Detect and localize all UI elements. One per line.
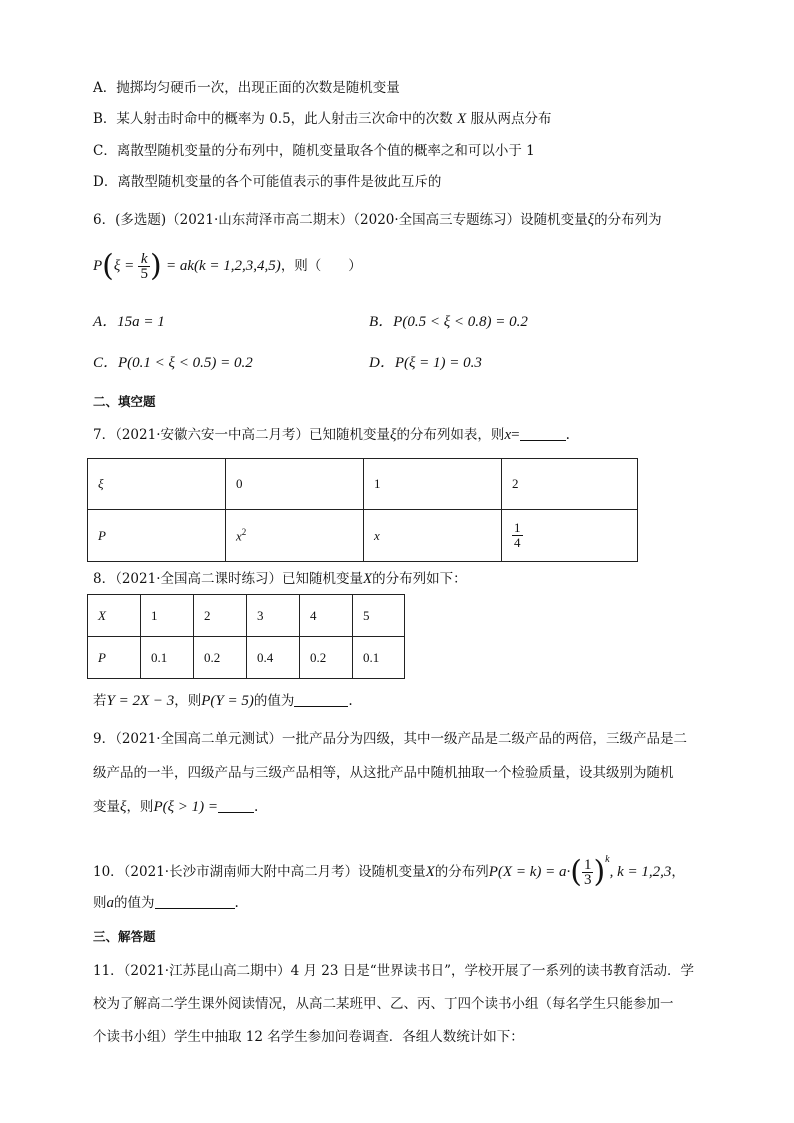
q8-cell-4: 4 — [300, 595, 353, 637]
q10-stem-mid: 的分布列 — [434, 864, 489, 880]
q10-frac-num: 1 — [583, 857, 592, 873]
q7-eq: = — [511, 427, 520, 443]
q7-quarter-fraction — [512, 521, 523, 550]
q8-cell-3: 3 — [247, 595, 300, 637]
q10-line2-var: a — [106, 895, 114, 911]
q5-option-a: A．抛掷均匀硬币一次，出现正面的次数是随机变量 — [93, 80, 400, 96]
q8-distribution-table — [87, 594, 405, 679]
q7-cell-x-exp: 2 — [241, 526, 247, 537]
q10-line2-end: . — [234, 895, 239, 911]
q10-answer-blank[interactable] — [155, 894, 235, 909]
q6-right-paren: ) — [149, 248, 162, 284]
q6-formula-rhs: = ak(k = 1,2,3,4,5) — [166, 258, 281, 274]
q9-expr: P(ξ > 1) = — [153, 799, 219, 815]
q10-expr-tail: , k = 1,2,3 — [609, 864, 672, 880]
q6-left-paren: ( — [102, 248, 114, 284]
q8-follow-expr: P(Y = 5) — [201, 693, 254, 709]
q10-stem — [93, 840, 685, 890]
q7-cell-1: 1 — [364, 459, 502, 510]
q8-prob-2: 0.2 — [194, 637, 247, 679]
q6-fraction — [138, 252, 150, 281]
q8-table-row-prob — [88, 637, 405, 679]
q6-option-b — [369, 312, 528, 332]
q6-formula — [93, 246, 362, 286]
q5-option-c: C．离散型随机变量的分布列中，随机变量取各个值的概率之和可以小于 1 — [93, 143, 535, 159]
q10-end: ， — [671, 864, 685, 880]
q6-stem — [93, 210, 662, 230]
q8-answer-blank[interactable] — [294, 692, 348, 707]
q6-formula-p: P — [93, 258, 103, 274]
q6-stem-tail: 的分布列为 — [594, 212, 662, 228]
q10-line2-pre: 则 — [93, 895, 107, 911]
q8-var: X — [363, 571, 373, 587]
q8-table-row-values — [88, 595, 405, 637]
q7-stem-mid: 的分布列如表，则 — [396, 427, 505, 443]
section-heading-fill-in: 二、填空题 — [93, 394, 156, 409]
q6-option-c — [93, 353, 253, 373]
section-heading-solve: 三、解答题 — [93, 929, 156, 944]
q8-stem-tail: 的分布列如下： — [372, 571, 467, 587]
q7-table-row-values — [88, 459, 638, 510]
q7-stem-text: 7．（2021·安徽六安一中高二月考）已知随机变量 — [93, 427, 390, 443]
q8-prob-5: 0.1 — [353, 637, 405, 679]
q7-cell-xi: ξ — [88, 459, 226, 510]
q10-exponent: k — [605, 854, 610, 865]
q10-left-paren: ( — [570, 854, 582, 890]
q8-cell-1: 1 — [141, 595, 194, 637]
q5-option-b-var: X — [456, 111, 467, 127]
q8-follow-tail: 的值为 — [253, 693, 295, 709]
q7-x: x — [504, 427, 512, 443]
q10-fraction — [582, 858, 594, 887]
q10-line-2 — [93, 893, 239, 913]
q9-line-2: 级产品的一半，四级产品与三级产品相等，从这批产品中随机抽取一个检验质量，设其级别为随机 — [93, 765, 674, 781]
q6-frac-num: k — [138, 252, 150, 267]
q7-cell-0: 0 — [226, 459, 364, 510]
q6-formula-tail: ，则（ ） — [280, 258, 362, 274]
q10-right-paren: ) — [593, 854, 606, 890]
q7-quarter-num: 1 — [514, 520, 521, 535]
q7-cell-x-base: x — [236, 528, 242, 544]
q8-follow-end: . — [348, 693, 353, 709]
q8-follow-mid: ，则 — [174, 693, 202, 709]
q7-cell-2: 2 — [502, 459, 638, 510]
q11-line-3: 个读书小组）学生中抽取 12 名学生参加问卷调查．各组人数统计如下： — [93, 1029, 524, 1045]
q6-option-a — [93, 312, 165, 332]
q9-line-1: 9．（2021·全国高二单元测试）一批产品分为四级，其中一级产品是二级产品的两倍，三级产品是二 — [93, 731, 687, 747]
q7-var: ξ — [390, 427, 397, 443]
q7-stem — [93, 425, 570, 445]
q5-option-b-tail: 服从两点分布 — [470, 111, 552, 127]
q8-followup — [93, 691, 353, 711]
q11-line-1: 11．（2021·江苏昆山高二期中）4 月 23 日是“世界读书日”，学校开展了一系列的读书教育活动．学 — [93, 963, 695, 979]
q8-prob-3: 0.4 — [247, 637, 300, 679]
q7-tail: . — [565, 427, 570, 443]
q8-cell-5: 5 — [353, 595, 405, 637]
q10-line2-mid: 的值为 — [114, 895, 155, 911]
q7-cell-p: P — [88, 510, 226, 562]
q10-var: X — [425, 864, 435, 880]
q8-follow-pre: 若 — [93, 693, 107, 709]
q8-follow-eq: Y = 2X − 3 — [106, 693, 175, 709]
q10-expr-lhs: P(X = k) = a· — [488, 864, 571, 880]
q8-prob-1: 0.1 — [141, 637, 194, 679]
q7-cell-x-squared — [226, 510, 364, 562]
q7-quarter-den: 4 — [514, 535, 521, 550]
q9-answer-blank[interactable] — [218, 798, 254, 813]
q8-stem-text: 8．（2021·全国高二课时练习）已知随机变量 — [93, 571, 363, 587]
q7-cell-quarter — [502, 510, 638, 562]
q6-stem-text: 6．(多选题)（2021·山东菏泽市高二期末）（2020·全国高三专题练习）设随机变量 — [93, 212, 588, 228]
q5-option-b-text: B．某人射击时命中的概率为 0.5，此人射击三次命中的次数 — [93, 111, 453, 127]
q7-cell-x: x — [364, 510, 502, 562]
q8-prob-4: 0.2 — [300, 637, 353, 679]
q8-cell-2: 2 — [194, 595, 247, 637]
q5-option-d: D．离散型随机变量的各个可能值表示的事件是彼此互斥的 — [93, 174, 442, 190]
q6-option-a-text: A．15a = 1 — [93, 314, 165, 330]
q7-distribution-table — [87, 458, 638, 562]
q6-option-c-text: C．P(0.1 < ξ < 0.5) = 0.2 — [93, 355, 253, 371]
q5-option-b — [93, 109, 551, 129]
q8-cell-p: P — [88, 637, 141, 679]
q9-var: ξ — [120, 799, 127, 815]
q10-frac-den: 3 — [583, 872, 592, 888]
q11-line-2: 校为了解高二学生课外阅读情况，从高二某班甲、乙、丙、丁四个读书小组（每名学生只能参加一 — [93, 996, 674, 1012]
q6-var: ξ — [587, 212, 595, 228]
q7-answer-blank[interactable] — [520, 426, 566, 441]
q9-end: . — [254, 799, 259, 815]
q9-line3-pre: 变量 — [93, 799, 120, 815]
q8-cell-x: X — [88, 595, 141, 637]
q10-stem-text: 10．（2021·长沙市湖南师大附中高二月考）设随机变量 — [93, 864, 426, 880]
q6-formula-xi: ξ = — [113, 258, 135, 274]
q8-stem — [93, 569, 467, 589]
q6-frac-den: 5 — [140, 266, 148, 282]
q6-option-d-text: D．P(ξ = 1) = 0.3 — [369, 355, 482, 371]
q9-line3-mid: ，则 — [126, 799, 154, 815]
q6-option-d — [369, 353, 482, 373]
q7-table-row-prob — [88, 510, 638, 562]
q9-line-3 — [93, 797, 258, 817]
q6-option-b-text: B．P(0.5 < ξ < 0.8) = 0.2 — [369, 314, 528, 330]
